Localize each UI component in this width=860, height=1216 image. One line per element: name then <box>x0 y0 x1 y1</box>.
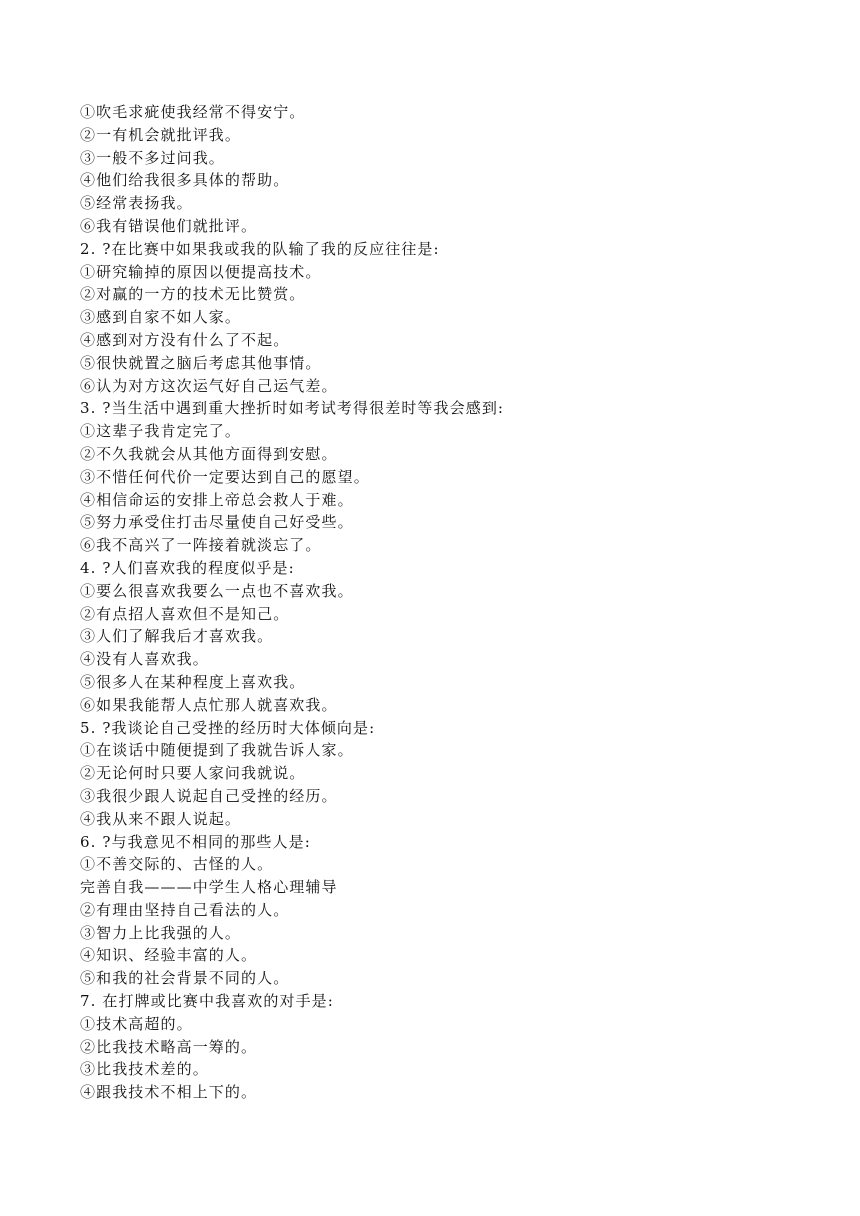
text-line: ③比我技术差的。 <box>80 1060 209 1079</box>
text-line: ⑥我有错误他们就批评。 <box>80 216 258 235</box>
text-line: ③感到自家不如人家。 <box>80 308 242 327</box>
text-line: ④感到对方没有什么了不起。 <box>80 330 290 349</box>
question-heading: 2. ?在比赛中如果我或我的队输了我的反应往往是: <box>80 239 440 258</box>
text-line: ④跟我技术不相上下的。 <box>80 1083 258 1102</box>
text-line: ③不惜任何代价一定要达到自己的愿望。 <box>80 467 370 486</box>
text-line: ②对赢的一方的技术无比赞赏。 <box>80 285 306 304</box>
question-heading: 7. 在打牌或比赛中我喜欢的对手是: <box>80 992 334 1011</box>
text-line: ④相信命运的安排上帝总会救人于难。 <box>80 490 354 509</box>
text-line: ②无论何时只要人家问我就说。 <box>80 764 306 783</box>
text-line: ④没有人喜欢我。 <box>80 650 209 669</box>
text-line: ①要么很喜欢我要么一点也不喜欢我。 <box>80 581 354 600</box>
document-page <box>80 101 780 1104</box>
text-line: ②有点招人喜欢但不是知己。 <box>80 604 290 623</box>
text-line: ②比我技术略高一筹的。 <box>80 1037 258 1056</box>
text-line: ⑤经常表扬我。 <box>80 194 193 213</box>
text-line: ⑤很快就置之脑后考虑其他事情。 <box>80 353 322 372</box>
text-line: ②一有机会就批评我。 <box>80 125 242 144</box>
text-line: ①技术高超的。 <box>80 1014 193 1033</box>
text-line: ①研究输掉的原因以便提高技术。 <box>80 262 322 281</box>
text-line: ③人们了解我后才喜欢我。 <box>80 627 274 646</box>
text-line: ③一般不多过问我。 <box>80 148 225 167</box>
text-line: ④我从来不跟人说起。 <box>80 809 242 828</box>
text-line: ②不久我就会从其他方面得到安慰。 <box>80 444 338 463</box>
text-line: ②有理由坚持自己看法的人。 <box>80 900 290 919</box>
question-heading: 6. ?与我意见不相同的那些人是: <box>80 832 311 851</box>
text-line: ①不善交际的、古怪的人。 <box>80 855 274 874</box>
text-line: ③我很少跟人说起自己受挫的经历。 <box>80 786 338 805</box>
text-line: ⑥如果我能帮人点忙那人就喜欢我。 <box>80 695 338 714</box>
question-heading: 4. ?人们喜欢我的程度似乎是: <box>80 558 295 577</box>
running-header: 完善自我———中学生人格心理辅导 <box>80 878 338 897</box>
text-line: ⑤很多人在某种程度上喜欢我。 <box>80 672 306 691</box>
question-heading: 5. ?我谈论自己受挫的经历时大体倾向是: <box>80 718 376 737</box>
text-line: ①这辈子我肯定完了。 <box>80 422 242 441</box>
text-line: ①吹毛求疵使我经常不得安宁。 <box>80 103 306 121</box>
text-line: ⑤和我的社会背景不同的人。 <box>80 969 290 988</box>
text-line: ③智力上比我强的人。 <box>80 923 242 942</box>
text-line: ④他们给我很多具体的帮助。 <box>80 171 290 190</box>
text-line: ⑥认为对方这次运气好自己运气差。 <box>80 376 338 395</box>
text-line: ①在谈话中随便提到了我就告诉人家。 <box>80 741 354 760</box>
question-heading: 3. ?当生活中遇到重大挫折时如考试考得很差时等我会感到: <box>80 399 505 418</box>
text-line: ④知识、经验丰富的人。 <box>80 946 258 965</box>
text-line: ⑥我不高兴了一阵接着就淡忘了。 <box>80 536 322 555</box>
text-line: ⑤努力承受住打击尽量使自己好受些。 <box>80 513 354 532</box>
